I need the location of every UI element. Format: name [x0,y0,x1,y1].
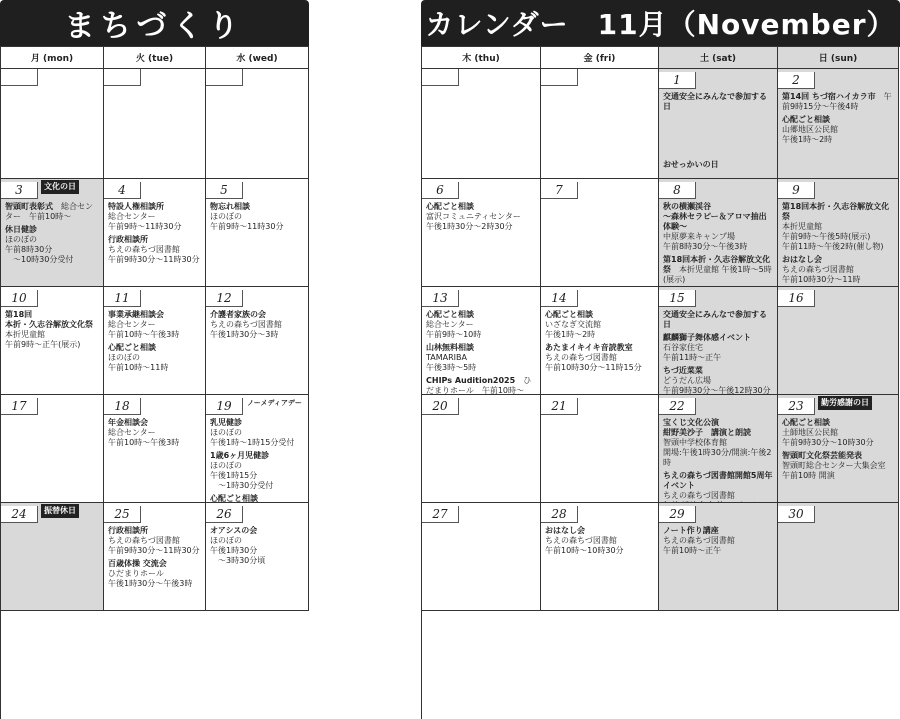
event-title: 百歳体操 交流会 [108,559,167,568]
event-title: 心配ごと相談 [545,310,593,319]
event-detail: ちえの森ちづ図書館 [663,491,735,500]
day-number: 14 [541,290,578,307]
event-detail: どうだん広場 午前9時30分～午後12時30分 [663,376,771,395]
event-title: 心配ごと相談 [426,202,474,211]
day-number: 22 [659,398,696,415]
day-number: 6 [422,182,459,199]
event-detail: ちえの森ちづ図書館 午後1時30分～3時 [210,320,282,339]
event-entry [104,199,205,232]
event-entry [659,330,777,363]
day-cell [206,395,309,503]
day-cell [541,503,659,611]
day-number: 27 [422,506,459,523]
event-title: 特設人権相談所 [108,202,164,211]
day-cell [1,395,104,503]
day-cell [104,503,206,611]
day-number: 26 [206,506,243,523]
event-entry [659,252,777,285]
day-number: 20 [422,398,459,415]
event-detail: 中原夢来キャンプ場 午前8時30分～午後3時 [663,232,748,251]
day-cell [206,503,309,611]
day-cell [1,287,104,395]
holiday-badge: 文化の日 [41,180,79,194]
event-detail: ちえの森ちづ図書館 午前10時～10時30分 [545,536,624,555]
event-entry [206,523,308,566]
day-number: 12 [206,290,243,307]
event-detail: 石谷家住宅 午前11時～正午 [663,343,722,362]
event-title: ノート作り講座 [663,526,719,535]
event-entry [104,307,205,340]
event-title: 心配ごと相談 [426,310,474,319]
event-title: 行政相談所 [108,526,148,535]
event-title: 秋の横瀬渓谷 ～森林セラピー＆アロマ抽出体験～ [663,202,767,231]
event-entry [206,491,308,503]
event-detail: ちえの森ちづ図書館 午前9時30分～11時30分 [108,536,200,555]
right-title: カレンダー 11月（November） [421,0,900,46]
event-entry [104,523,205,556]
day-cell [659,503,778,611]
day-cell [541,395,659,503]
event-detail: ちえの森ちづ図書館 午前10時～正午 [663,536,735,555]
event-entry [659,363,777,395]
event-entry [778,415,898,448]
weekday-header: 水 (wed) [206,47,309,69]
day-cell [104,69,206,179]
day-cell [206,69,309,179]
day-number: 25 [104,506,141,523]
day-cell [659,179,778,287]
event-entry [422,307,540,340]
day-note: おせっかいの日 [663,160,719,169]
day-cell [104,395,206,503]
event-title: 休日健診 [5,225,37,234]
day-number: 4 [104,182,141,199]
left-panel [0,0,309,719]
day-number: 1 [659,72,696,89]
event-detail: 土師地区公民館 午前9時30分～10時30分 [782,428,874,447]
day-number: 19 [206,398,243,415]
day-cell [104,287,206,395]
event-title: 心配ごと相談 [108,343,156,352]
event-detail: ひだまりホール 午後1時30分～午後3時 [108,569,193,588]
event-entry [659,199,777,252]
day-number [541,69,578,86]
weekday-header: 火 (tue) [104,47,206,69]
day-number: 11 [104,290,141,307]
day-number [422,69,459,86]
weekday-header: 木 (thu) [422,47,541,69]
event-title: 心配ごと相談 [782,418,830,427]
day-cell [778,179,899,287]
day-number: 23 [778,398,815,415]
event-entry [659,523,777,556]
day-number [206,69,243,86]
day-number: 10 [1,290,38,307]
right-panel [421,0,900,719]
day-cell [778,69,899,179]
day-cell [422,503,541,611]
day-number: 29 [659,506,696,523]
day-cell [1,503,104,611]
event-entry [541,340,658,373]
day-cell [104,179,206,287]
day-cell [541,287,659,395]
event-detail: ちえの森ちづ図書館 午前9時30分～11時30分 [108,245,200,264]
day-number [104,69,141,86]
weekday-header: 月 (mon) [1,47,104,69]
day-number: 21 [541,398,578,415]
event-detail: 総合センター 午前10時～午後3時 [108,428,180,447]
event-entry [541,523,658,556]
event-detail: 山郷地区公民館 午後1時～2時 [782,125,838,144]
event-title: 心配ごと相談 [782,115,830,124]
event-detail: 午前9時15分～午後4時 [782,92,892,111]
day-number: 15 [659,290,696,307]
event-entry [104,415,205,448]
day-cell [659,287,778,395]
day-number [1,69,38,86]
event-title: 智頭町文化祭芸能発表 [782,451,862,460]
day-number: 30 [778,506,815,523]
event-entry [659,89,777,112]
day-cell [206,179,309,287]
event-title: 智頭町表彰式 [5,202,53,211]
event-detail: 総合センター 午前10時～ [5,202,93,221]
day-number: 13 [422,290,459,307]
event-detail: ほのぼの 午後1時～1時15分受付 [210,428,295,447]
event-entry [1,307,103,350]
event-entry [778,252,898,285]
event-title: 交通安全にみんなで参加する日 [663,310,767,329]
event-entry [422,373,540,395]
event-title: 1歳6ヶ月児健診 [210,451,270,460]
event-title: 第14回 ちづ宿ハイカラ市 [782,92,876,101]
event-title: ちえの森ちづ図書館開館5周年イベント [663,471,773,490]
event-detail: TAMARIBA 午後3時～5時 [426,353,477,372]
event-title: 交通安全にみんなで参加する日 [663,92,767,111]
day-cell [541,69,659,179]
event-title: 第18回 本折・久志谷解放文化祭 [5,310,93,329]
day-number: 24 [1,506,38,523]
event-title: 物忘れ相談 [210,202,250,211]
left-calendar-grid [0,46,309,719]
day-number: 5 [206,182,243,199]
day-number: 7 [541,182,578,199]
event-detail: ほのぼの 午前10時～11時 [108,353,169,372]
event-title: 乳児健診 [210,418,242,427]
day-cell [1,179,104,287]
event-detail: 智頭中学校体育館 開場:午後1時30分/開演:午後2時 [663,438,772,467]
holiday-badge: 振替休日 [41,504,79,518]
event-detail: 総合センター 午前9時～11時30分 [108,212,182,231]
event-entry [659,415,777,468]
event-detail: 富沢コミュニティセンター 午後1時30分～2時30分 [426,212,521,231]
event-title: あたまイキイキ音読教室 [545,343,633,352]
event-entry [1,222,103,265]
event-detail: ほのぼの 午前9時～11時30分 [210,212,284,231]
day-cell [778,503,899,611]
day-cell [541,179,659,287]
event-detail: 総合センター 午前10時～午後3時 [108,320,180,339]
event-detail: 智頭町総合センター大集会室 午前10時 開演 [782,461,886,480]
event-title: 宝くじ文化公演 紺野美沙子 講演と朗読 [663,418,751,437]
event-entry [206,448,308,491]
day-cell [422,179,541,287]
event-title: おはなし会 [782,255,822,264]
weekday-header: 土 (sat) [659,47,778,69]
event-entry [659,307,777,330]
event-title: 第18回本折・久志谷解放文化祭 [663,255,771,274]
event-entry [541,307,658,340]
day-number: 18 [104,398,141,415]
event-entry [778,199,898,252]
event-detail: ちえの森ちづ図書館 午前10時30分～11時 [782,265,861,284]
day-cell [659,69,778,179]
day-cell [422,395,541,503]
day-number: 9 [778,182,815,199]
day-number: 8 [659,182,696,199]
day-number: 16 [778,290,815,307]
event-title: 介護者家族の会 [210,310,266,319]
event-detail: 本折児童館 午前9時～正午(展示) [5,330,81,349]
weekday-header: 金 (fri) [541,47,659,69]
weekday-header: 日 (sun) [778,47,899,69]
day-cell [422,69,541,179]
right-calendar-grid [421,46,900,719]
event-title: 麒麟獅子舞体感イベント [663,333,751,342]
day-cell [422,287,541,395]
event-detail: 総合センター 午前9時～10時 [426,320,482,339]
event-entry [206,199,308,232]
event-entry [206,415,308,448]
holiday-badge: 勤労感謝の日 [818,396,872,410]
event-entry [206,307,308,340]
event-entry [778,89,898,112]
day-cell [659,395,778,503]
day-number: 17 [1,398,38,415]
event-title: 心配ごと相談 [210,494,258,503]
event-detail: ほのぼの 午前8時30分 ～10時30分受付 [5,235,74,264]
day-cell [1,69,104,179]
event-detail: 本折児童館 午前9時～午後5時(展示) 午前11時～午後2時(催し物) [782,222,884,251]
event-title: 年金相談会 [108,418,148,427]
event-title: CHIPs Audition2025 [426,376,516,385]
event-detail: ひだまりホール 午前10時～ [426,376,532,395]
day-cell [778,287,899,395]
event-entry [104,340,205,373]
day-number: 2 [778,72,815,89]
event-title: おはなし会 [545,526,585,535]
day-cell [778,395,899,503]
left-title: まちづくり [0,0,309,46]
event-title: 第18回本折・久志谷解放文化祭 [782,202,890,221]
event-entry [422,340,540,373]
event-entry [104,556,205,589]
event-detail: ほのぼの 午後1時30分 ～3時30分頃 [210,536,266,565]
event-entry [422,199,540,232]
event-title: ちづ近菜菜 [663,366,703,375]
event-title: オアシスの会 [210,526,258,535]
event-title: 山林無料相談 [426,343,474,352]
event-entry [659,468,777,503]
event-detail: 本折児童館 午後1時～5時(展示) [663,265,772,284]
day-cell [206,287,309,395]
day-number: 3 [1,182,38,199]
event-detail: いざなぎ交流館 午後1時～2時 [545,320,601,339]
day-number: 28 [541,506,578,523]
event-entry [778,448,898,481]
event-detail: ちえの森ちづ図書館 午前10時30分～11時15分 [545,353,642,372]
event-title: 行政相談所 [108,235,148,244]
event-entry [1,199,103,222]
event-entry [778,112,898,145]
event-title: 事業承継相談会 [108,310,164,319]
event-detail: ほのぼの 午後1時15分 ～1時30分受付 [210,461,274,490]
event-entry [104,232,205,265]
holiday-badge: ノーメディアデー [244,396,305,410]
